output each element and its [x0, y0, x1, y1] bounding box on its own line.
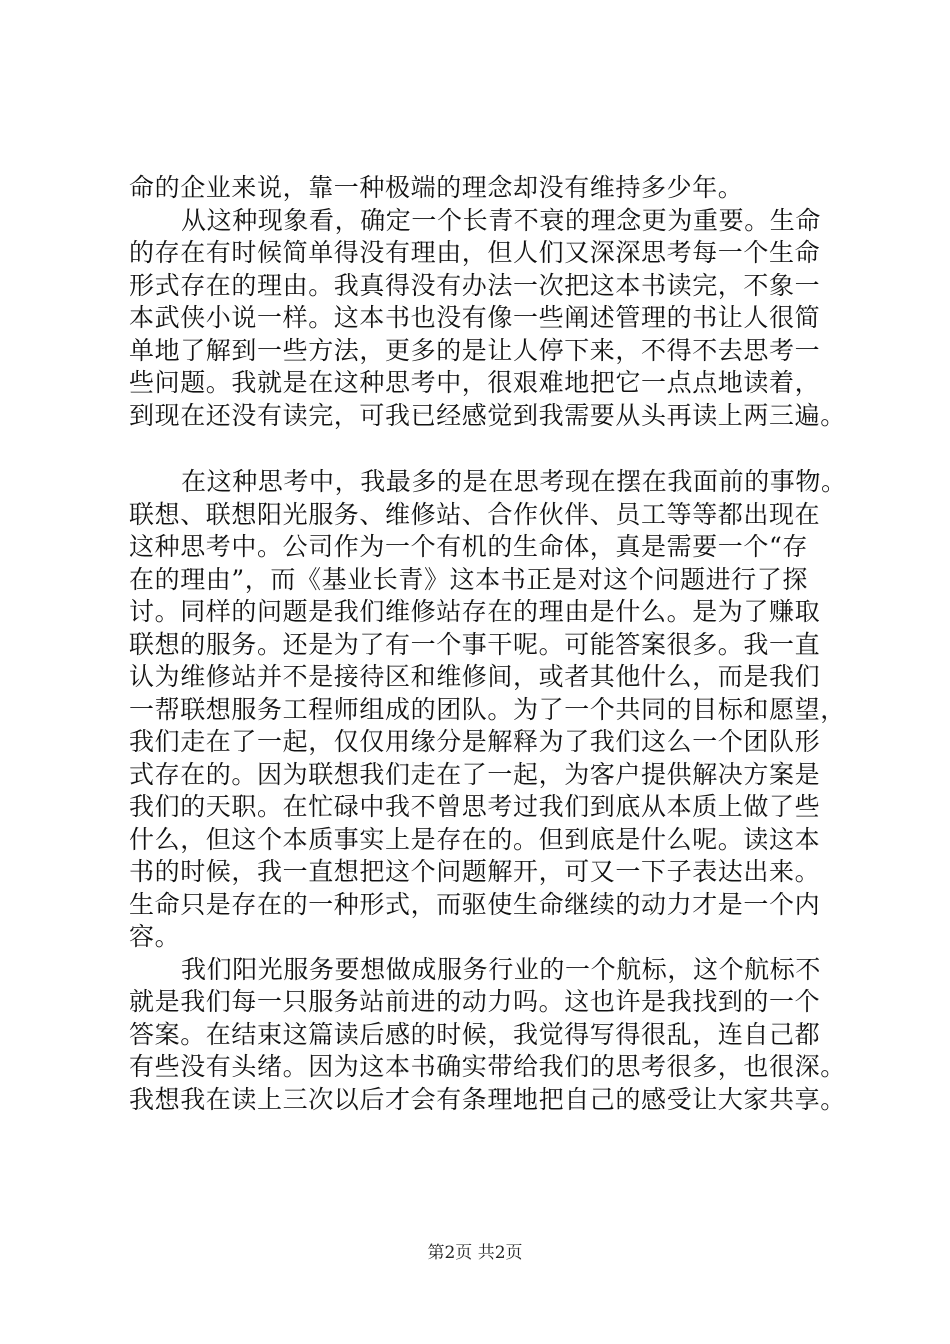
paragraph-3	[129, 466, 849, 954]
text-line: 容。	[129, 922, 181, 951]
paragraph-spacer	[129, 432, 849, 466]
text-line: 就是我们每一只服务站前进的动力吗。这也许是我找到的一个	[129, 987, 821, 1016]
text-line: 一帮联想服务工程师组成的团队。为了一个共同的目标和愿望，	[129, 694, 846, 724]
text-line: 命的企业来说，靠一种极端的理念却没有维持多少年。	[129, 173, 744, 202]
text-line: 联想的服务。还是为了有一个事干呢。可能答案很多。我一直	[129, 629, 821, 659]
page-footer	[0, 1242, 950, 1264]
text-line: 形式存在的理由。我真得没有办法一次把这本书读完，不象一	[129, 270, 821, 300]
text-line: 到现在还没有读完，可我已经感觉到我需要从头再读上两三遍。	[129, 400, 846, 430]
text-line: 什么，但这个本质事实上是存在的。但到底是什么呢。读这本	[129, 824, 821, 854]
text-line: 在这种思考中，我最多的是在思考现在摆在我面前的事物。	[181, 467, 847, 496]
text-line: 这种思考中。公司作为一个有机的生命体，真是需要一个“存	[129, 532, 808, 561]
paragraph-2	[129, 205, 849, 433]
text-line: 我们的天职。在忙碌中我不曾思考过我们到底从本质上做了些	[129, 792, 821, 821]
text-line: 单地了解到一些方法，更多的是让人停下来，不得不去思考一	[129, 335, 821, 365]
text-line: 生命只是存在的一种形式，而驱使生命继续的动力才是一个内	[129, 889, 821, 919]
text-line: 我们阳光服务要想做成服务行业的一个航标，这个航标不	[181, 954, 822, 984]
text-line: 讨。同样的问题是我们维修站存在的理由是什么。是为了赚取	[129, 597, 821, 626]
text-line: 的存在有时候简单得没有理由，但人们又深深思考每一个生命	[129, 238, 821, 267]
text-line: 些问题。我就是在这种思考中，很艰难地把它一点点地读着，	[129, 368, 821, 397]
text-line: 本武侠小说一样。这本书也没有像一些阐述管理的书让人很简	[129, 303, 821, 332]
text-line: 在的理由”，而《基业长青》这本书正是对这个问题进行了探	[129, 564, 808, 594]
document-body	[129, 172, 849, 1116]
text-line: 认为维修站并不是接待区和维修间，或者其他什么，而是我们	[129, 662, 821, 691]
text-line: 式存在的。因为联想我们走在了一起，为客户提供解决方案是	[129, 759, 821, 789]
text-line: 从这种现象看，确定一个长青不衰的理念更为重要。生命	[181, 205, 822, 235]
text-line: 我想我在读上三次以后才会有条理地把自己的感受让大家共享。	[129, 1084, 846, 1114]
text-line: 我们走在了一起，仅仅用缘分是解释为了我们这么一个团队形	[129, 727, 821, 756]
text-line: 联想、联想阳光服务、维修站、合作伙伴、员工等等都出现在	[129, 499, 821, 529]
paragraph-1	[129, 172, 849, 205]
paragraph-4	[129, 954, 849, 1117]
page-number-label: 第2页 共2页	[427, 1243, 523, 1263]
text-line: 有些没有头绪。因为这本书确实带给我们的思考很多，也很深。	[129, 1052, 846, 1081]
text-line: 答案。在结束这篇读后感的时候，我觉得写得很乱，连自己都	[129, 1019, 821, 1049]
text-line: 书的时候，我一直想把这个问题解开，可又一下子表达出来。	[129, 857, 821, 886]
